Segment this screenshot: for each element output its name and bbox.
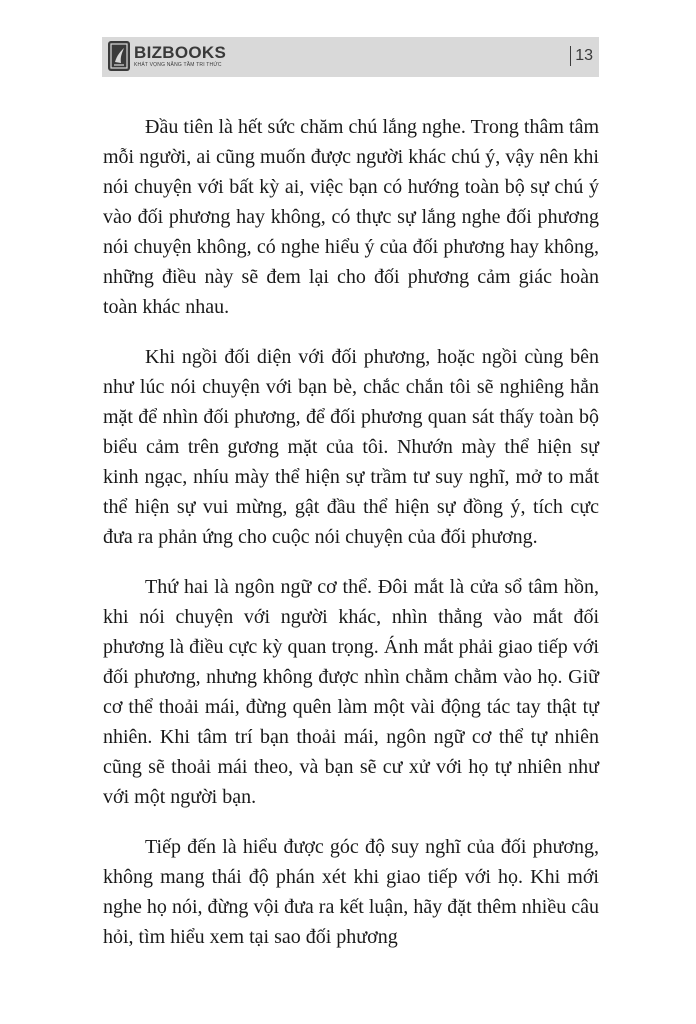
brand-name: BIZBOOKS — [134, 43, 227, 62]
paragraph: Đầu tiên là hết sức chăm chú lắng nghe. Trong thâm tâm mỗi người, ai cũng muốn được người khác chú ý, vậy nên khi nói chuyện với bất kỳ ai, việc bạn có hướng toàn bộ sự chú ý vào đối phương hay không, có thực sự lắng nghe đối phương nói chuyện không, có nghe hiểu ý của đối phương hay không, những điều này sẽ đem lại cho đối phương cảm giác hoàn toàn khác nhau. — [103, 116, 599, 318]
paragraph: Khi ngồi đối diện với đối phương, hoặc ngồi cùng bên như lúc nói chuyện với bạn bè, chắc chắn tôi sẽ nghiêng hẳn mặt để nhìn đối phương, để đối phương quan sát thấy toàn bộ biểu cảm trên gương mặt của tôi. Nhướn mày thể hiện sự kinh ngạc, nhíu mày thể hiện sự trầm tư suy nghĩ, mở to mắt thể hiện sự vui mừng, gật đầu thể hiện sự đồng ý, tích cực đưa ra phản ứng cho cuộc nói chuyện của đối phương. — [103, 346, 599, 548]
paragraph: Tiếp đến là hiểu được góc độ suy nghĩ của đối phương, không mang thái độ phán xét khi giao tiếp với họ. Khi mới nghe họ nói, đừng vội đưa ra kết luận, hãy đặt thêm nhiều câu hỏi, tìm hiểu xem tại sao đối phương — [103, 836, 599, 948]
brand-text — [134, 44, 226, 68]
brand-logo — [108, 41, 226, 71]
page-number-divider — [570, 46, 571, 66]
brand-tagline: KHÁT VỌNG NÂNG TẦM TRI THỨC — [134, 62, 222, 68]
page-number: 13 — [575, 47, 593, 64]
page-header — [102, 37, 599, 77]
paragraph: Thứ hai là ngôn ngữ cơ thể. Đôi mắt là cửa sổ tâm hồn, khi nói chuyện với người khác, nhìn thẳng vào mắt đối phương là điều cực kỳ quan trọng. Ánh mắt phải giao tiếp với đối phương, nhưng không được nhìn chằm chằm vào họ. Giữ cơ thể thoải mái, đừng quên làm một vài động tác tay thật tự nhiên. Khi tâm trí bạn thoải mái, ngôn ngữ cơ thể tự nhiên cũng sẽ thoải mái theo, và bạn sẽ cư xử với họ tự nhiên như với một người bạn. — [103, 576, 599, 808]
body-text — [103, 112, 599, 972]
bizbooks-logo-icon — [108, 41, 130, 71]
